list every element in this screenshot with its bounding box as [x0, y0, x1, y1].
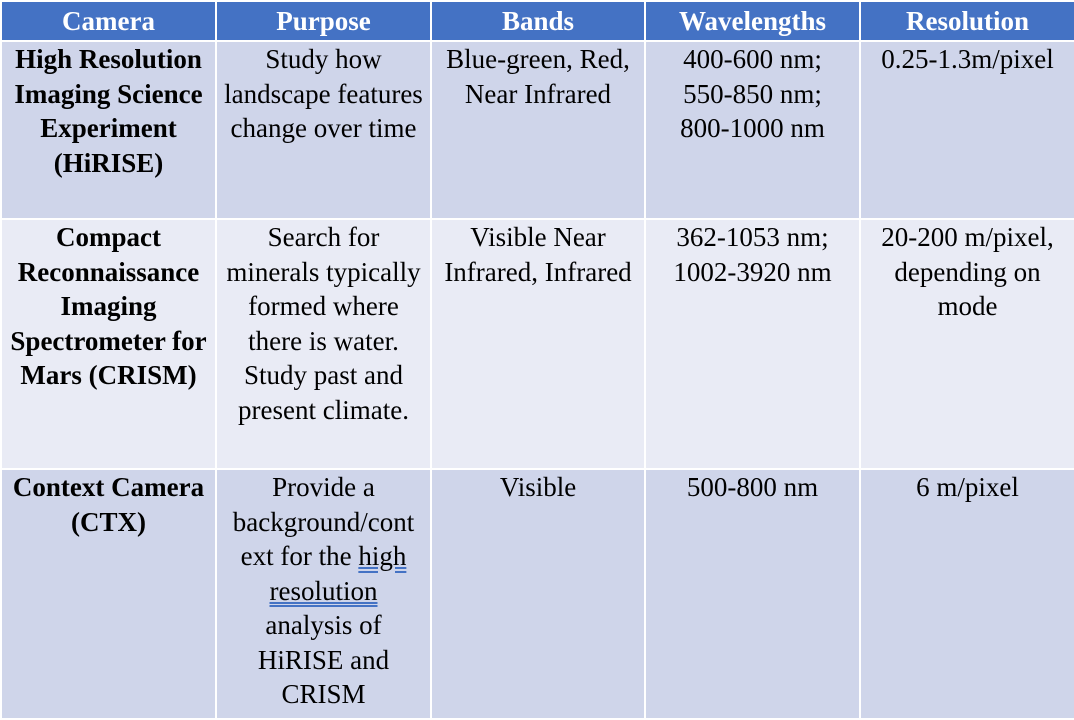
- resolution-cell: 6 m/pixel: [860, 469, 1074, 719]
- bands-cell: Visible Near Infrared, Infrared: [431, 219, 645, 469]
- resolution-cell: 20-200 m/pixel, depending on mode: [860, 219, 1074, 469]
- header-purpose: Purpose: [216, 1, 431, 41]
- camera-cell: High Resolution Imaging Science Experiment (HiRISE): [1, 41, 216, 219]
- table-row: [1, 219, 1074, 469]
- purpose-cell: Search for minerals typically formed where there is water. Study past and present climate.: [216, 219, 431, 469]
- wavelengths-cell: [645, 469, 860, 719]
- header-resolution: Resolution: [860, 1, 1074, 41]
- wavelength-range: 500-800 nm: [686, 472, 819, 502]
- purpose-text: analysis of HiRISE and CRISM: [257, 610, 390, 709]
- bands-cell: Blue-green, Red, Near Infrared: [431, 41, 645, 219]
- wavelength-range: 400-600 nm;: [683, 44, 822, 74]
- table-row: [1, 41, 1074, 219]
- purpose-cell: Study how landscape features change over time: [216, 41, 431, 219]
- high-resolution-link[interactable]: high resolution: [269, 541, 407, 606]
- camera-cell: Context Camera (CTX): [1, 469, 216, 719]
- header-camera: Camera: [1, 1, 216, 41]
- wavelength-range: 1002-3920 nm: [673, 256, 832, 287]
- table-row: [1, 469, 1074, 719]
- wavelength-range: 362-1053 nm;: [676, 222, 829, 252]
- header-row: [1, 1, 1074, 41]
- purpose-text: Provide a background/cont ext for the: [232, 472, 415, 571]
- header-wavelengths: Wavelengths: [645, 1, 860, 41]
- wavelengths-cell: [645, 41, 860, 219]
- header-bands: Bands: [431, 1, 645, 41]
- wavelengths-cell: [645, 219, 860, 469]
- wavelength-range: 550-850 nm;: [683, 78, 822, 109]
- wavelength-range: 800-1000 nm: [680, 113, 825, 143]
- purpose-cell: [216, 469, 431, 719]
- camera-cell: Compact Reconnaissance Imaging Spectrometer for Mars (CRISM): [1, 219, 216, 469]
- resolution-cell: 0.25-1.3m/pixel: [860, 41, 1074, 219]
- bands-cell: Visible: [431, 469, 645, 719]
